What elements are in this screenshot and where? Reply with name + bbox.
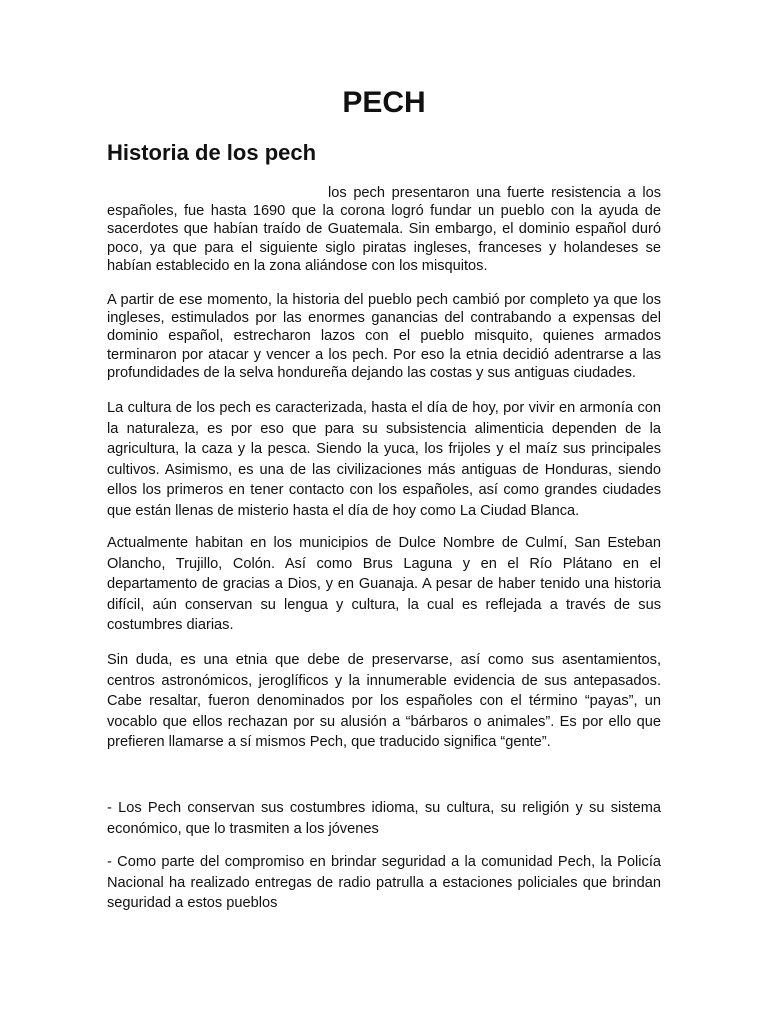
paragraph-cultura: La cultura de los pech es caracterizada, hasta el día de hoy, por vivir en armonía con la naturaleza, es por eso que para su subsistencia alimenticia dependen de la agricultura, la caza y la pesca. Siendo la yuca, los frijoles y el maíz sus principales cultivos. Asimismo, es una de las civilizaciones más antiguas de Honduras, siendo ellos los primeros en tener contacto con los españoles, así como grandes ciudades que están llenas de misterio hasta el día de hoy como La Ciudad Blanca.: [107, 400, 661, 519]
paragraph-historia: A partir de ese momento, la historia del pueblo pech cambió por completo ya que los ingleses, estimulados por las enormes ganancias del contrabando a expensas del dominio español, estrecharon lazos con el pueblo misquito, quienes armados terminaron por atacar y vencer a los pech. Por eso la etnia decidió adentrarse a las profundidades de la selva hondureña dejando las costas y sus antiguas ciudades.: [107, 292, 661, 381]
bullet-seguridad: - Como parte del compromiso en brindar seguridad a la comunidad Pech, la Policía Nacional ha realizado entregas de radio patrulla a estaciones policiales que brindan seguridad a estos pueblos: [107, 854, 661, 912]
paragraph-preservacion: Sin duda, es una etnia que debe de preservarse, así como sus asentamientos, centros astronómicos, jeroglíficos y la innumerable evidencia de sus antepasados. Cabe resaltar, fueron denominados por los españoles con el término “payas”, un vocablo que ellos rechazan por su alusión a “bárbaros o animales”. Es por ello que prefieren llamarse a sí mismos Pech, que traducido significa “gente”.: [107, 652, 661, 751]
section-heading: Historia de los pech: [107, 140, 317, 165]
paragraph-municipios: Actualmente habitan en los municipios de Dulce Nombre de Culmí, San Esteban Olancho, Trujillo, Colón. Así como Brus Laguna y en el Río Plátano en el departamento de gracias a Dios, y en Guanaja. A pesar de haber tenido una historia difícil, aún conservan su lengua y cultura, la cual es reflejada a través de sus costumbres diarias.: [107, 535, 661, 634]
paragraph-resistencia: los pech presentaron una fuerte resistencia a los españoles, fue hasta 1690 que la corona logró fundar un pueblo con la ayuda de sacerdotes que habían traído de Guatemala. Sin embargo, el dominio español duró poco, ya que para el siguiente siglo piratas ingleses, franceses y holandeses se habían establecido en la zona aliándose con los misquitos.: [107, 185, 661, 274]
document-title: PECH: [342, 86, 426, 119]
bullet-costumbres: - Los Pech conservan sus costumbres idioma, su cultura, su religión y su sistema económico, que lo trasmiten a los jóvenes: [107, 800, 661, 837]
